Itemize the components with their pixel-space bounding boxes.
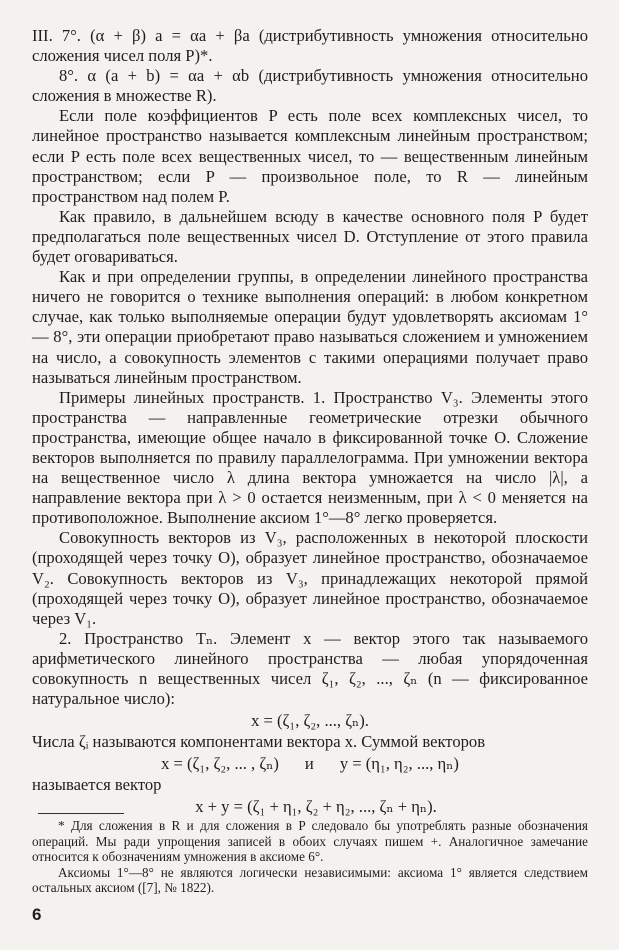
axiom-7: III. 7°. (α + β) a = αa + βa (дистрибутивность умножения относительно сложения чисел поля P)*. <box>32 26 588 66</box>
equation-y-def: y = (η₁, η₂, ..., ηₙ) <box>339 754 459 774</box>
footnote-2: Аксиомы 1°—8° не являются логически независимыми: аксиома 1° является следствием остальных аксиом ([7], № 1822). <box>32 864 588 895</box>
paragraph-group-analogy: Как и при определении группы, в определении линейного пространства ничего не говорится о технике выполнения операций: в любом конкретном случае, как только выполняемые операции будут удовлетворять аксиомам 1° — 8°, эти операции приобретают право называться сложением и умножением на число, а совокупность элементов с такими операциями получает право называться линейным пространством. <box>32 267 588 387</box>
equation-and: и <box>304 754 314 774</box>
footnote-1: * Для сложения в R и для сложения в P следовало бы употреблять разные обозначения операций. Мы ради упрощения записей в обоих случаях пишем +. Аналогичное замечание относится к обозначениям умножения в аксиоме 6°. <box>32 818 588 865</box>
page-body <box>32 26 588 895</box>
equation-sum: x + y = (ζ₁ + η₁, ζ₂ + η₂, ..., ζₙ + ηₙ). <box>195 797 437 817</box>
paragraph-example-v3: Примеры линейных пространств. 1. Пространство V₃. Элементы этого пространства — направленные геометрические отрезки обычного пространства, имеющие общее начало в фиксированной точке O. Сложение векторов выполняется по правилу параллелограмма. При умножении вектора на вещественное число λ длина вектора умножается на число |λ|, а направление вектора при λ > 0 остается неизменным, при λ < 0 меняется на противоположное. Выполнение аксиом 1°—8° легко проверяется. <box>32 387 588 528</box>
paragraph-real-field: Как правило, в дальнейшем всюду в качестве основного поля P будет предполагаться поле вещественных чисел D. Отступление от этого правила будет оговариваться. <box>32 206 588 267</box>
paragraph-v2-v1: Совокупность векторов из V₃, расположенных в некоторой плоскости (проходящей через точку O), образует линейное пространство, обозначаемое V₂. Совокупность векторов из V₃, принадлежащих некоторой прямой (проходящей через точку O), образует линейное пространство, обозначаемое через V₁. <box>32 528 588 628</box>
line-components: Числа ζᵢ называются компонентами вектора x. Суммой векторов <box>32 732 486 752</box>
page-number: 6 <box>32 905 42 924</box>
equation-x: x = (ζ₁, ζ₂, ..., ζₙ). <box>251 711 369 731</box>
paragraph-complex-space: Если поле коэффициентов P есть поле всех комплексных чисел, то линейное пространство называется комплексным линейным пространством; если P есть поле всех вещественных чисел, то — вещественным линейным пространством; если P — произвольное поле, то R — линейным пространством над полем P. <box>32 106 588 206</box>
equation-x-y <box>32 752 588 775</box>
equation-x-def: x = (ζ₁, ζ₂, ... , ζₙ) <box>161 754 279 774</box>
line-called-vector: называется вектор <box>32 775 162 795</box>
axiom-8: 8°. α (a + b) = αa + αb (дистрибутивность умножения относительно сложения в множестве R). <box>32 66 588 106</box>
paragraph-example-tn: 2. Пространство Tₙ. Элемент x — вектор этого так называемого арифметического линейного пространства — любая упорядоченная совокупность n вещественных чисел ζ₁, ζ₂, ..., ζₙ (n — фиксированное натуральное число): <box>32 628 588 709</box>
